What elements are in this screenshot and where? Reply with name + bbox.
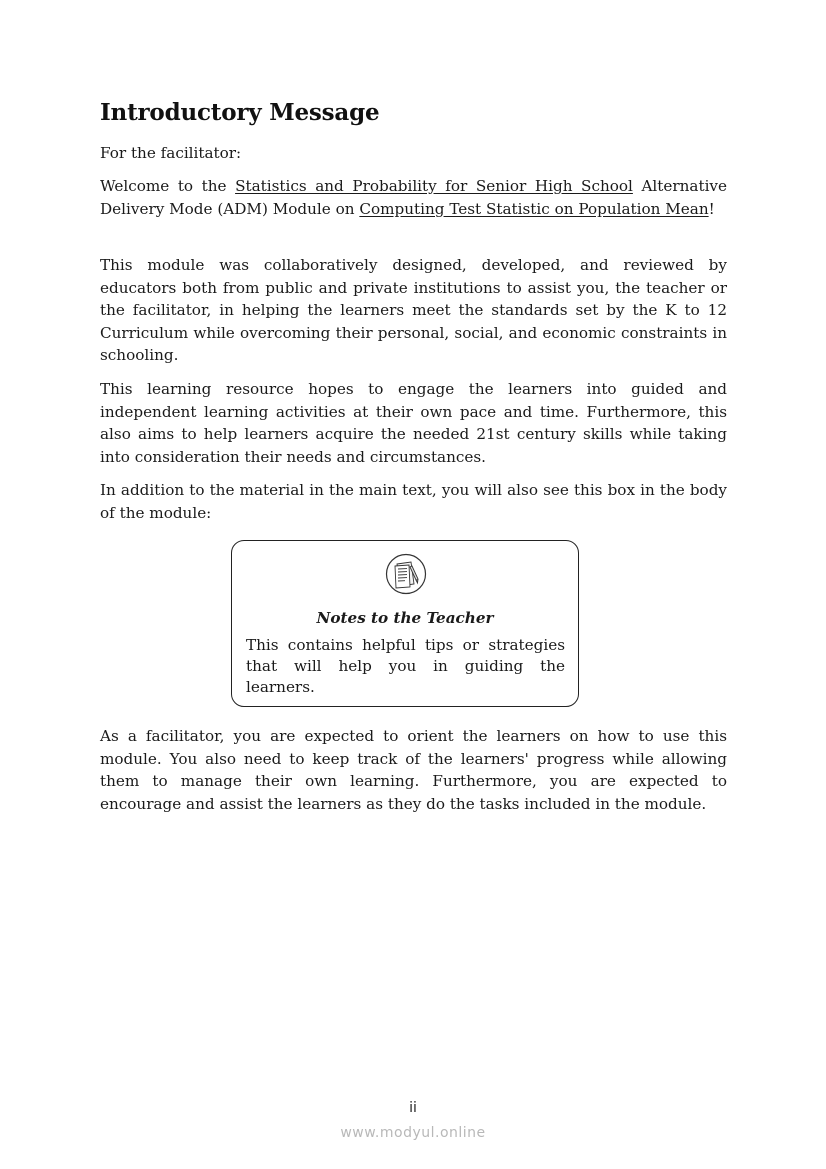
page-title: Introductory Message bbox=[100, 99, 380, 126]
welcome-middle: Alternative Delivery Mode (ADM) Module on bbox=[100, 177, 727, 218]
box-intro-paragraph: In addition to the material in the main text, you will also see this box in the body of the module: bbox=[100, 481, 727, 522]
subject-link: Statistics and Probability for Senior High School bbox=[235, 177, 633, 195]
welcome-suffix: ! bbox=[708, 199, 715, 218]
module-description-paragraph: This module was collaboratively designed, developed, and reviewed by educators both from public and private institutions to assist you, the teacher or the facilitator, in helping the learners meet the standards set by the K to 12 Curriculum while overcoming their personal, social, and economic constraints in schooling. bbox=[100, 256, 727, 364]
page-number: ii bbox=[409, 1100, 417, 1116]
notes-to-teacher-box bbox=[231, 540, 579, 707]
greeting: For the facilitator: bbox=[100, 144, 242, 162]
notes-title: Notes to the Teacher bbox=[316, 609, 494, 627]
learning-resource-paragraph: This learning resource hopes to engage the learners into guided and independent learning activities at their own pace and time. Furthermore, this also aims to help learners acquire the needed 21st century skills while taking into consideration their needs and circumstances. bbox=[100, 380, 727, 466]
notes-text: This contains helpful tips or strategies that will help you in guiding the learners. bbox=[246, 636, 565, 696]
welcome-paragraph bbox=[100, 175, 727, 220]
closing-paragraph: As a facilitator, you are expected to orient the learners on how to use this module. You also need to keep track of the learners' progress while allowing them to manage their own learning. Furthermore, you are expected to encourage and assist the learners as they do the tasks included in the module. bbox=[100, 727, 727, 813]
watermark: www.modyul.online bbox=[340, 1125, 486, 1141]
welcome-prefix: Welcome to the bbox=[100, 177, 236, 195]
topic-link: Computing Test Statistic on Population Mean bbox=[359, 199, 709, 218]
notes-document-icon bbox=[385, 553, 427, 595]
